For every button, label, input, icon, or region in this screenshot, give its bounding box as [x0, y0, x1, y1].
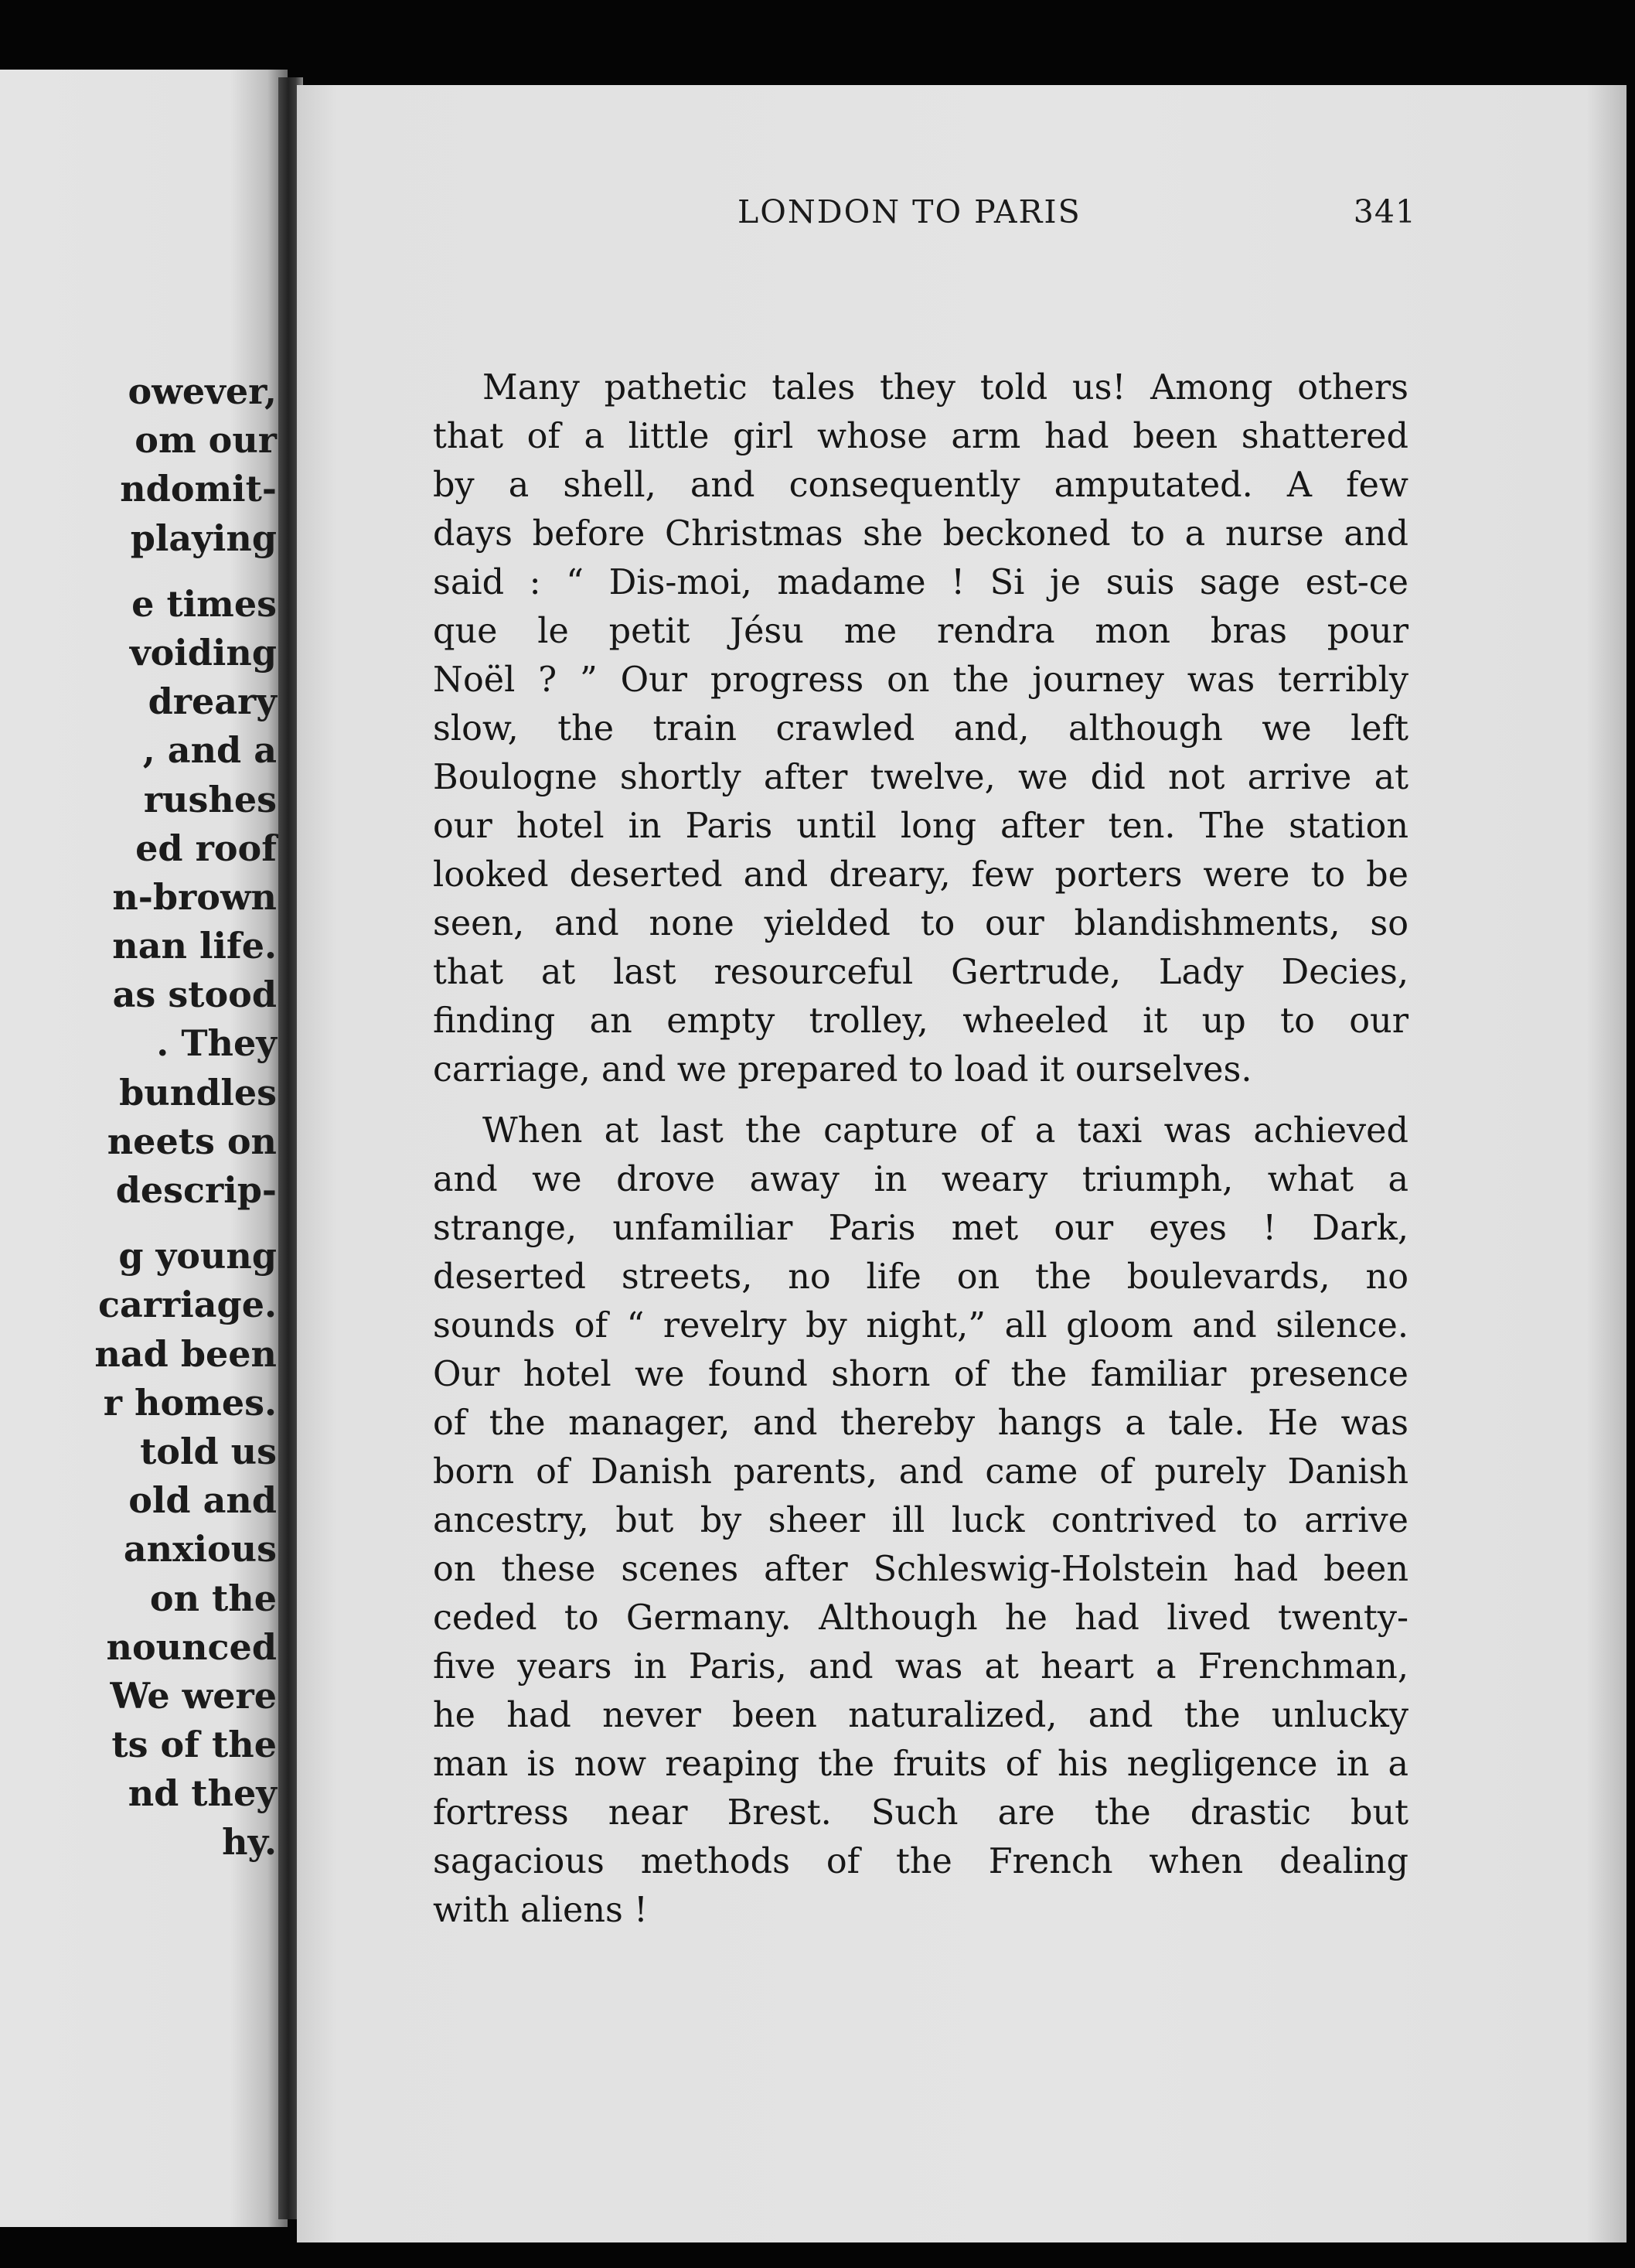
text-line: five years in Paris, and was at heart a Frenchman,: [433, 1647, 1408, 1687]
left-page-line: , and a: [142, 729, 277, 772]
left-page-line: nan life.: [112, 925, 277, 967]
left-page-line: dreary: [148, 680, 277, 723]
left-page-line: rushes: [143, 778, 277, 820]
text-line: deserted streets, no life on the boulevards, no: [433, 1257, 1408, 1297]
left-page-line: e times: [131, 582, 277, 625]
text-line: by a shell, and consequently amputated. A few: [433, 466, 1408, 505]
left-page-line: hy.: [222, 1821, 277, 1864]
text-line: he had never been naturalized, and the unlucky: [433, 1696, 1408, 1735]
text-line: finding an empty trolley, wheeled it up to our: [433, 1001, 1408, 1041]
text-line: Noël ? ” Our progress on the journey was terribly: [433, 660, 1408, 700]
left-page: [0, 70, 288, 2227]
text-line: Boulogne shortly after twelve, we did not arrive at: [433, 758, 1408, 797]
left-page-line: We were: [110, 1674, 277, 1717]
left-page-line: neets on: [107, 1120, 277, 1162]
text-line: Many pathetic tales they told us! Among others: [482, 368, 1408, 408]
text-line: said : “ Dis-moi, madame ! Si je suis sage est-ce: [433, 563, 1408, 602]
text-line: days before Christmas she beckoned to a nurse and: [433, 514, 1408, 554]
running-head: [441, 193, 1416, 240]
left-page-line: ts of the: [111, 1724, 277, 1766]
text-line: that at last resourceful Gertrude, Lady Decies,: [433, 953, 1408, 992]
text-line: ancestry, but by sheer ill luck contrived to arrive: [433, 1501, 1408, 1540]
text-line: our hotel in Paris until long after ten. The station: [433, 807, 1408, 846]
left-page-line: playing: [130, 517, 277, 559]
left-page-line: ndomit-: [120, 468, 277, 510]
text-line: of the manager, and thereby hangs a tale. He was: [433, 1403, 1408, 1443]
text-line: that of a little girl whose arm had been shattered: [433, 417, 1408, 456]
left-page-line: on the: [149, 1577, 277, 1619]
paragraph-2: [433, 1107, 1408, 1935]
left-page-line: owever,: [128, 370, 277, 412]
body-text: [433, 363, 1408, 1947]
left-page-line: carriage.: [97, 1284, 277, 1326]
text-line: and we drove away in weary triumph, what a: [433, 1160, 1408, 1199]
left-page-line: bundles: [119, 1071, 277, 1114]
left-page-line: as stood: [112, 974, 277, 1016]
text-line: When at last the capture of a taxi was achieved: [482, 1111, 1408, 1151]
text-line: sounds of “ revelry by night,” all gloom and silence.: [433, 1306, 1408, 1345]
text-line: ceded to Germany. Although he had lived twenty-: [433, 1598, 1408, 1638]
text-line: sagacious methods of the French when dealing: [433, 1842, 1408, 1881]
left-page-line: om our: [135, 419, 277, 462]
text-line: born of Danish parents, and came of purely Danish: [433, 1452, 1408, 1492]
text-line: seen, and none yielded to our blandishments, so: [433, 904, 1408, 943]
paragraph-1: [433, 363, 1408, 1094]
text-line: man is now reaping the fruits of his negligence in a: [433, 1744, 1408, 1784]
text-line: with aliens !: [433, 1891, 648, 1930]
left-page-line: told us: [140, 1430, 277, 1472]
left-page-text-column: [0, 367, 288, 1867]
text-line: fortress near Brest. Such are the drastic but: [433, 1793, 1408, 1833]
left-page-line: nd they: [128, 1772, 277, 1815]
left-page-line: [0, 1215, 288, 1232]
text-line: Our hotel we found shorn of the familiar presence: [433, 1355, 1408, 1394]
left-page-line: descrip-: [115, 1169, 277, 1211]
left-page-line: nad been: [94, 1332, 277, 1375]
left-page-line: nounced: [106, 1625, 277, 1668]
left-page-line: anxious: [123, 1528, 277, 1571]
left-page-line: n-brown: [112, 875, 277, 918]
running-head-title: LONDON TO PARIS: [737, 193, 1081, 230]
left-page-line: [0, 563, 288, 580]
text-line: strange, unfamiliar Paris met our eyes ! Dark,: [433, 1209, 1408, 1248]
left-page-line: g young: [118, 1235, 277, 1277]
left-page-line: . They: [156, 1022, 277, 1065]
text-line: looked deserted and dreary, few porters were to be: [433, 855, 1408, 895]
left-page-line: voiding: [129, 631, 277, 674]
text-line: carriage, and we prepared to load it ourselves.: [433, 1050, 1252, 1090]
text-line: slow, the train crawled and, although we left: [433, 709, 1408, 749]
page-number: 341: [1353, 193, 1416, 230]
left-page-line: old and: [128, 1479, 277, 1522]
left-page-line: r homes.: [103, 1381, 277, 1424]
text-line: que le petit Jésu me rendra mon bras pour: [433, 612, 1408, 651]
text-line: on these scenes after Schleswig-Holstein had been: [433, 1550, 1408, 1589]
left-page-line: ed roof: [135, 827, 277, 869]
